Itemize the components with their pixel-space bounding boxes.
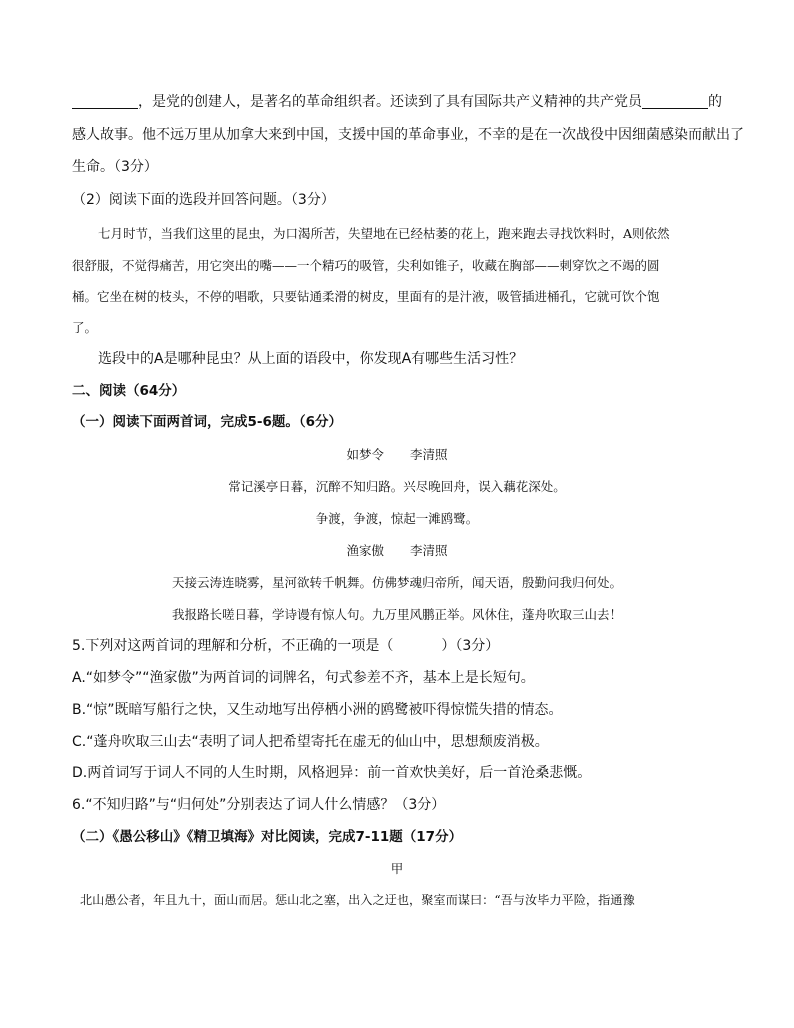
poem-2-title: 渔家傲 bbox=[346, 543, 384, 558]
poem-2-line-2: 我报路长嗟日暮，学诗谩有惊人句。九万里风鹏正举。风休住，蓬舟吹取三山去！ bbox=[171, 607, 622, 622]
answer-blank-2[interactable] bbox=[642, 93, 708, 109]
poem-1-header bbox=[0, 445, 794, 465]
question-fill-line-2: 感人故事。他不远万里从加拿大来到中国，支援中国的革命事业，不幸的是在一次战役中因细菌感染而献出了 bbox=[72, 127, 744, 143]
poem-2-header bbox=[0, 541, 794, 561]
excerpt-line-1: 北山愚公者，年且九十，面山而居。惩山北之塞，出入之迂也，聚室而谋曰：“吾与汝毕力平险，指通豫 bbox=[80, 893, 635, 907]
poem-1-line-1: 常记溪亭日暮，沉醉不知归路。兴尽晚回舟，误入藕花深处。 bbox=[228, 479, 566, 494]
passage-jia-label: 甲 bbox=[390, 861, 404, 876]
question-5-score: ）（3分） bbox=[441, 638, 500, 654]
answer-blank-1[interactable] bbox=[72, 93, 138, 109]
passage-line-3: 桶。它坐在树的枝头，不停的唱歌，只要钻通柔滑的树皮，里面有的是汁液，吸管插进桶孔，它就可饮个饱 bbox=[72, 289, 660, 304]
question-2-prompt: 选段中的A是哪种昆虫？从上面的语段中，你发现A有哪些生活习性？ bbox=[98, 351, 524, 367]
option-a: A.“如梦令”“渔家傲”为两首词的词牌名，句式参差不齐，基本上是长短句。 bbox=[72, 670, 535, 686]
option-c: C.“蓬舟吹取三山去“表明了词人把希望寄托在虚无的仙山中，思想颓废消极。 bbox=[72, 734, 549, 750]
subsection-1-heading: （一）阅读下面两首词，完成5-6题。（6分） bbox=[72, 414, 343, 430]
poem-1-line-2: 争渡，争渡，惊起一滩鸥鹭。 bbox=[315, 511, 479, 526]
section-2-heading: 二、阅读（64分） bbox=[72, 383, 186, 399]
option-b: B.“惊”既暗写船行之快，又生动地写出停栖小洲的鸥鹭被吓得惊慌失措的情态。 bbox=[72, 702, 563, 718]
question-5-stem-text: 5.下列对这两首词的理解和分析，不正确的一项是（ bbox=[72, 638, 394, 654]
poem-1-title: 如梦令 bbox=[346, 447, 384, 462]
question-fill-line-3: 生命。（3分） bbox=[72, 159, 158, 175]
option-d: D.两首词写于词人不同的人生时期，风格迥异：前一首欢快美好，后一首沧桑悲慨。 bbox=[72, 765, 592, 781]
passage-line-2: 很舒服，不觉得痛苦，用它突出的嘴——一个精巧的吸管，尖利如锥子，收藏在胸部——刺穿饮之不竭的圆 bbox=[72, 258, 660, 273]
line1-text: ，是党的创建人，是著名的革命组织者。还读到了具有国际共产义精神的共产党员 bbox=[138, 94, 642, 110]
question-5-stem bbox=[72, 636, 499, 656]
question-fill-line-1 bbox=[72, 92, 722, 112]
question-6: 6.“不知归路”与“归何处”分别表达了词人什么情感？（3分） bbox=[72, 797, 446, 813]
poem-2-author: 李清照 bbox=[410, 543, 448, 558]
subsection-2-heading: （二）《愚公移山》《精卫填海》对比阅读，完成7-11题（17分） bbox=[72, 829, 463, 845]
line1-tail: 的 bbox=[708, 94, 722, 110]
poem-2-line-1: 天接云涛连晓雾，星河欲转千帆舞。仿佛梦魂归帝所，闻天语，殷勤问我归何处。 bbox=[171, 575, 622, 590]
passage-line-1: 七月时节，当我们这里的昆虫，为口渴所苦，失望地在已经枯萎的花上，跑来跑去寻找饮料时，A则依然 bbox=[98, 226, 670, 241]
question-2-title: （2）阅读下面的选段并回答问题。（3分） bbox=[72, 192, 335, 208]
passage-line-4: 了。 bbox=[72, 320, 98, 335]
poem-1-author: 李清照 bbox=[410, 447, 448, 462]
